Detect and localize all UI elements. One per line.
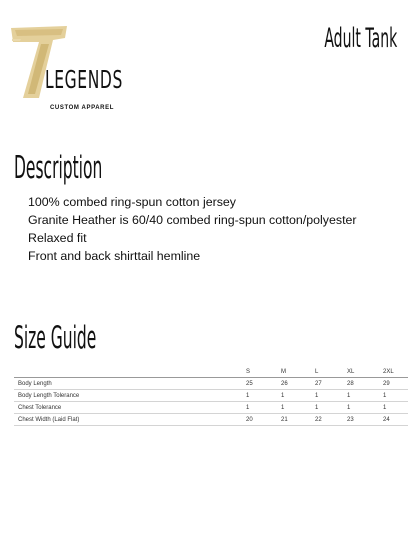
table-cell: 1 xyxy=(347,402,383,414)
table-cell: 24 xyxy=(383,414,408,426)
table-cell: 20 xyxy=(246,414,281,426)
table-row xyxy=(14,378,408,390)
row-label: Chest Tolerance xyxy=(14,402,246,414)
table-cell: 28 xyxy=(347,378,383,390)
table-cell: 1 xyxy=(315,390,347,402)
table-cell: 1 xyxy=(281,390,315,402)
table-cell: 1 xyxy=(315,402,347,414)
size-column-header: S xyxy=(246,366,281,378)
description-list xyxy=(28,193,357,265)
table-cell: 1 xyxy=(347,390,383,402)
document-title: Adult Tank xyxy=(324,23,397,54)
table-cell: 1 xyxy=(383,402,408,414)
table-cell: 26 xyxy=(281,378,315,390)
size-table xyxy=(14,366,408,426)
table-cell: 1 xyxy=(281,402,315,414)
size-table-header-row xyxy=(14,366,408,378)
table-cell: 1 xyxy=(246,402,281,414)
table-cell: 27 xyxy=(315,378,347,390)
table-row xyxy=(14,390,408,402)
table-cell: 23 xyxy=(347,414,383,426)
row-label: Body Length xyxy=(14,378,246,390)
table-row xyxy=(14,414,408,426)
size-column-header: 2XL xyxy=(383,366,408,378)
description-item: Relaxed fit xyxy=(28,231,87,245)
size-column-header: XL xyxy=(347,366,383,378)
row-label: Body Length Tolerance xyxy=(14,390,246,402)
brand-subtitle: CUSTOM APPAREL xyxy=(50,105,114,111)
description-item: 100% combed ring-spun cotton jersey xyxy=(28,195,237,209)
table-cell: 21 xyxy=(281,414,315,426)
description-item: Granite Heather is 60/40 combed ring-spun cotton/polyester xyxy=(28,213,357,227)
table-cell: 25 xyxy=(246,378,281,390)
size-table-header-blank xyxy=(14,366,246,378)
row-label: Chest Width (Laid Flat) xyxy=(14,414,246,426)
table-row xyxy=(14,402,408,414)
brand-name: LEGENDS xyxy=(45,65,123,94)
description-heading: Description xyxy=(14,150,103,186)
size-guide-heading: Size Guide xyxy=(14,320,97,356)
table-cell: 1 xyxy=(383,390,408,402)
table-cell: 22 xyxy=(315,414,347,426)
description-item: Front and back shirttail hemline xyxy=(28,249,201,263)
size-column-header: L xyxy=(315,366,347,378)
size-column-header: M xyxy=(281,366,315,378)
table-cell: 1 xyxy=(246,390,281,402)
brand-logo xyxy=(9,24,123,111)
table-cell: 29 xyxy=(383,378,408,390)
